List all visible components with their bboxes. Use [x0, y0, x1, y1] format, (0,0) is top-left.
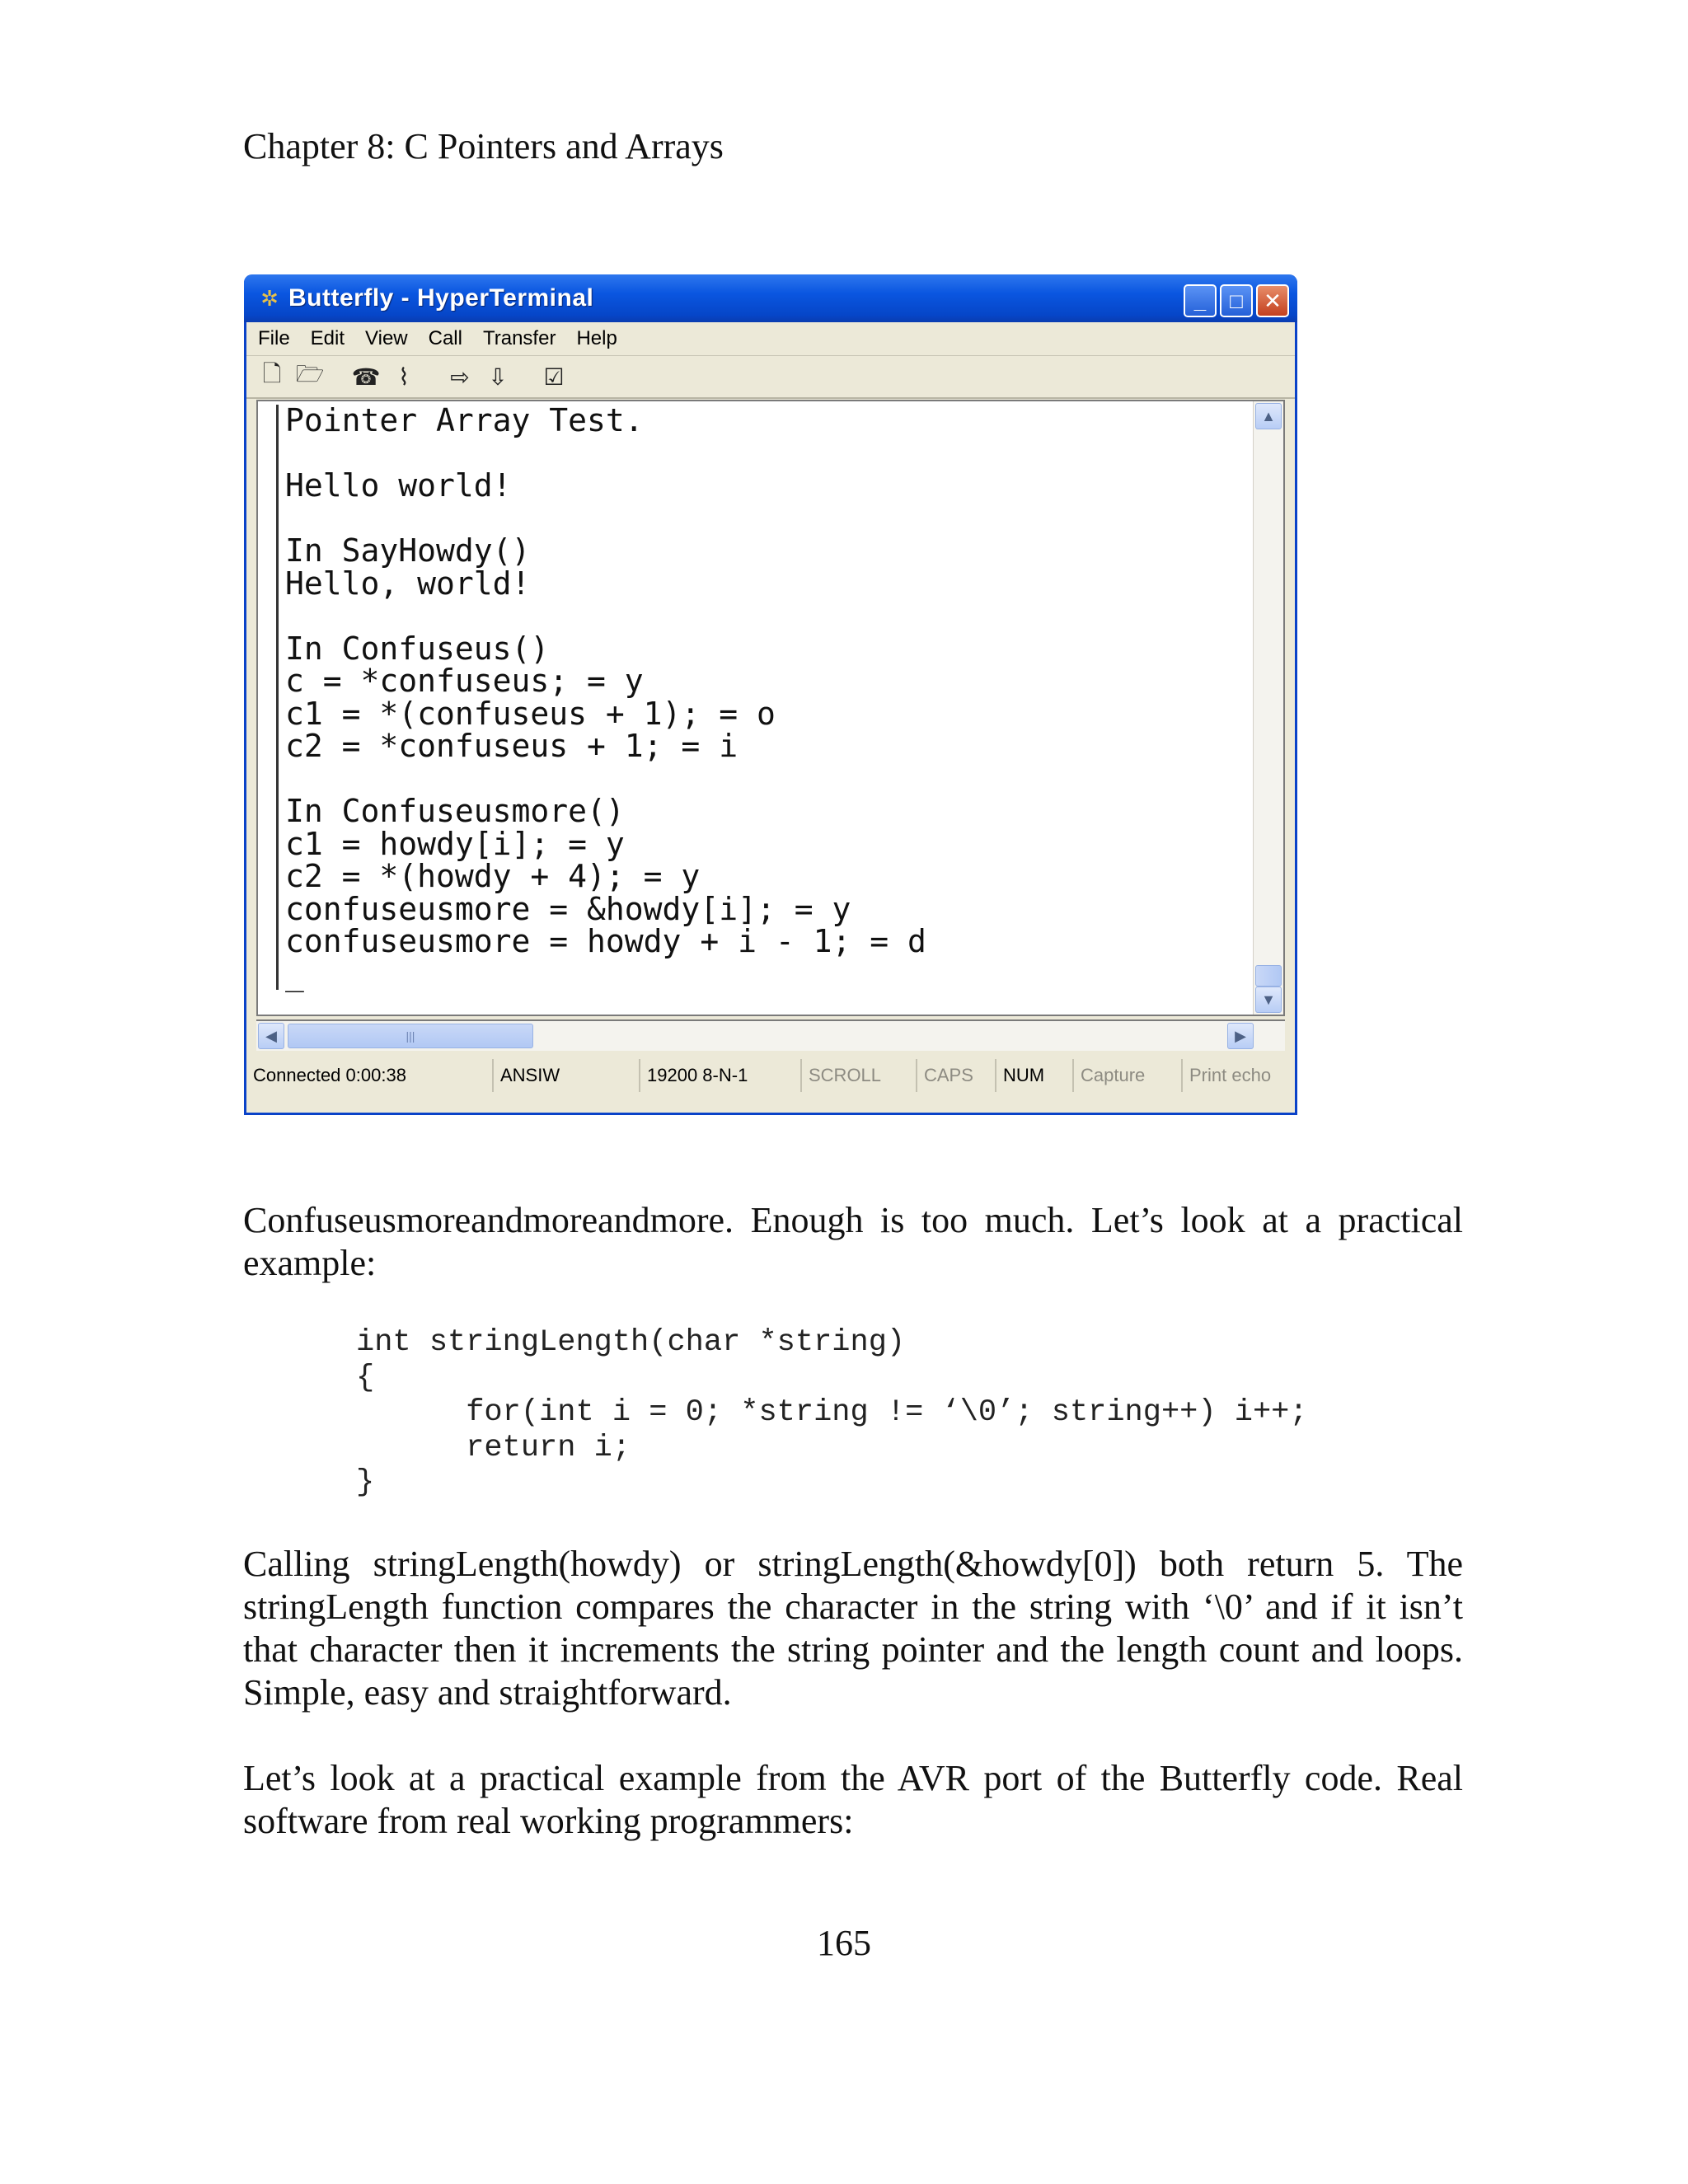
status-print-echo: Print echo	[1189, 1065, 1272, 1085]
status-settings: 19200 8-N-1	[640, 1059, 802, 1092]
running-header: Chapter 8: C Pointers and Arrays	[243, 126, 724, 166]
terminal-line: c1 = howdy[i]; = y	[285, 825, 625, 862]
terminal-line: confuseusmore = howdy + i - 1; = d	[285, 923, 926, 959]
window-controls	[1184, 284, 1289, 317]
menu-edit[interactable]: Edit	[310, 327, 345, 349]
paragraph-explanation: Calling stringLength(howdy) or stringLength(&howdy[0]) both return 5. The stringLength function compares the character in the string with ‘\0’ and if it isn’t that character then it increments the string pointer and the length count and loops. Simple, easy and straightforward.	[243, 1544, 1463, 1713]
terminal-line: c1 = *(confuseus + 1); = o	[285, 695, 776, 732]
terminal-line: Pointer Array Test.	[285, 402, 644, 438]
menu-view[interactable]: View	[365, 327, 408, 349]
butterfly-icon: ✲	[260, 285, 279, 311]
menu-bar	[246, 322, 1295, 356]
terminal-line	[285, 438, 1234, 471]
code-listing: int stringLength(char *string) { for(int i = 0; *string != ‘\0’; string++) i++; return i; }	[356, 1325, 1308, 1500]
terminal-line: confuseusmore = &howdy[i]; = y	[285, 890, 851, 927]
terminal-line: Hello, world!	[285, 565, 531, 602]
window-title: Butterfly - HyperTerminal	[288, 284, 594, 312]
menu-help[interactable]: Help	[576, 327, 617, 349]
terminal-line: Hello world!	[285, 467, 512, 504]
minimize-button[interactable]: _	[1184, 284, 1217, 317]
scroll-left-icon[interactable]: ◀	[258, 1023, 284, 1049]
terminal-line: In Confuseusmore()	[285, 793, 625, 829]
status-bar	[246, 1053, 1295, 1098]
menu-file[interactable]: File	[258, 327, 290, 349]
terminal-line: c2 = *confuseus + 1; = i	[285, 728, 738, 764]
terminal-line	[285, 503, 1234, 536]
menu-transfer[interactable]: Transfer	[482, 327, 556, 349]
scroll-right-icon[interactable]: ▶	[1227, 1023, 1254, 1049]
terminal-line: In Confuseus()	[285, 630, 550, 667]
terminal-line: In SayHowdy()	[285, 532, 531, 569]
new-connection-icon[interactable]: 🗋	[262, 361, 282, 387]
terminal-line: c2 = *(howdy + 4); = y	[285, 858, 701, 894]
scroll-down-icon[interactable]: ▼	[1255, 987, 1282, 1013]
close-button[interactable]: ✕	[1256, 284, 1289, 317]
disconnect-icon[interactable]: ⌇	[398, 363, 410, 390]
vertical-scroll-thumb[interactable]	[1255, 965, 1282, 987]
send-icon[interactable]: ⇨	[450, 363, 470, 390]
maximize-button[interactable]: □	[1220, 284, 1253, 317]
connect-icon[interactable]: ☎	[351, 363, 381, 390]
page-number: 165	[817, 1923, 871, 1963]
properties-icon[interactable]: ☑	[543, 363, 565, 390]
status-caps: CAPS	[917, 1059, 996, 1092]
horizontal-scrollbar[interactable]	[256, 1019, 1285, 1051]
status-scroll: SCROLL	[802, 1059, 917, 1092]
menu-call[interactable]: Call	[428, 327, 462, 349]
vertical-scrollbar[interactable]	[1253, 401, 1283, 1015]
terminal-line	[285, 763, 1234, 796]
status-emulation: ANSIW	[494, 1059, 640, 1092]
status-capture: Capture	[1074, 1059, 1183, 1092]
status-num: NUM	[996, 1059, 1074, 1092]
terminal-line: c = *confuseus; = y	[285, 663, 644, 699]
title-bar[interactable]	[244, 274, 1297, 322]
hyperterminal-window	[244, 274, 1297, 1115]
open-folder-icon[interactable]: 🗁	[295, 361, 325, 387]
status-connected: Connected 0:00:38	[246, 1059, 494, 1092]
paragraph-intro: Confuseusmoreandmoreandmore. Enough is too much. Let’s look at a practical example:	[243, 1200, 1463, 1283]
paragraph-avr-example: Let’s look at a practical example from the AVR port of the Butterfly code. Real software from real working programmers:	[243, 1758, 1463, 1841]
terminal-line: _	[285, 955, 304, 992]
terminal-screen[interactable]	[256, 400, 1285, 1016]
terminal-output	[276, 402, 1234, 992]
terminal-line	[285, 600, 1234, 633]
receive-icon[interactable]: ⇩	[488, 363, 508, 390]
toolbar	[246, 356, 1295, 399]
horizontal-scroll-thumb[interactable]: |||	[288, 1024, 533, 1048]
scroll-up-icon[interactable]: ▲	[1255, 403, 1282, 429]
